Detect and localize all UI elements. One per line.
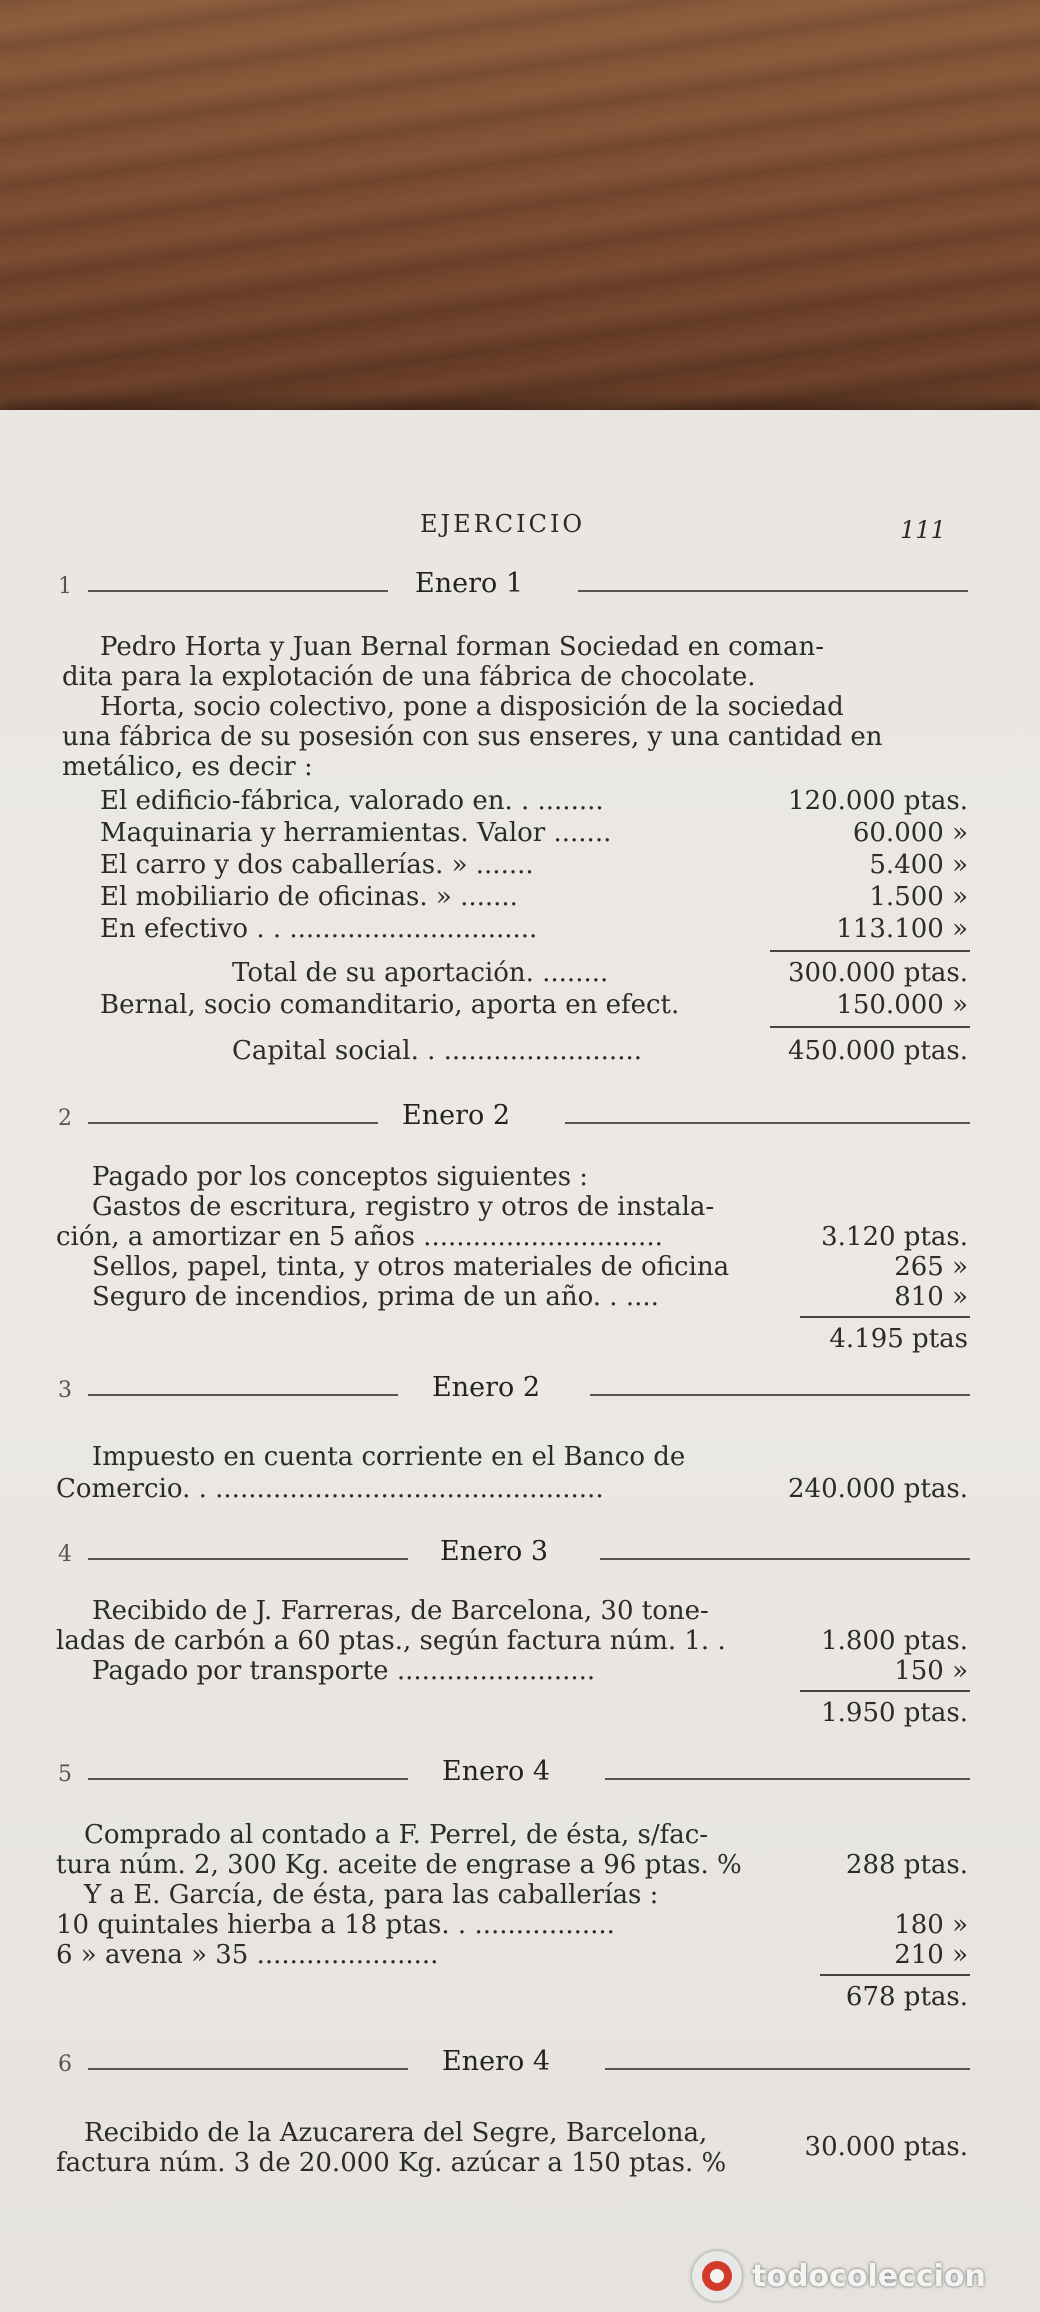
entry-text-line: Gastos de escritura, registro y otros de instala- <box>92 1192 715 1222</box>
entry-text-line: ción, a amortizar en 5 años ............................. <box>56 1222 663 1252</box>
sum-rule <box>770 950 970 952</box>
running-title: EJERCICIO <box>420 510 586 538</box>
separator-line-right <box>565 1122 970 1124</box>
entry-text-line: dita para la explotación de una fábrica de chocolate. <box>62 662 756 692</box>
entry-text-line: Y a E. García, de ésta, para las caballerías : <box>84 1880 659 1910</box>
item-label: Maquinaria y herramientas. Valor ....... <box>100 818 612 848</box>
entry-text-line: Impuesto en cuenta corriente en el Banco de <box>92 1442 686 1472</box>
item-amount: 265 » <box>894 1252 968 1282</box>
capital-label: Capital social. . ........................ <box>232 1036 642 1066</box>
entry-date: Enero 1 <box>415 568 523 599</box>
total-amount: 678 ptas. <box>845 1982 968 2012</box>
entry-text-line: Pagado por transporte ........................ <box>92 1656 596 1686</box>
entry-text-line: tura núm. 2, 300 Kg. aceite de engrase a 96 ptas. % <box>56 1850 742 1880</box>
book-page <box>0 410 1040 2312</box>
item-amount: 113.100 » <box>836 914 968 944</box>
entry-date: Enero 4 <box>442 2046 550 2077</box>
sum-rule <box>770 1026 970 1028</box>
entry-text-line: Recibido de J. Farreras, de Barcelona, 30 tone- <box>92 1596 709 1626</box>
item-amount: 60.000 » <box>852 818 968 848</box>
page-number: 111 <box>900 516 946 544</box>
separator-line-left <box>88 2068 408 2070</box>
entry-text-line: Sellos, papel, tinta, y otros materiales de oficina <box>92 1252 730 1282</box>
item-amount: 288 ptas. <box>845 1850 968 1880</box>
entry-separator-4 <box>0 1536 1040 1576</box>
item-amount: 3.120 ptas. <box>821 1222 968 1252</box>
entry-date: Enero 4 <box>442 1756 550 1787</box>
entry-separator-2 <box>0 1100 1040 1140</box>
entry-text-line: una fábrica de su posesión con sus enseres, y una cantidad en <box>62 722 883 752</box>
entry-number: 4 <box>58 1542 72 1567</box>
entry-text-line: Comercio. . ............................................... <box>56 1474 604 1504</box>
entry-number: 1 <box>58 574 72 599</box>
item-amount: 210 » <box>894 1940 968 1970</box>
entry-text-line: Recibido de la Azucarera del Segre, Barcelona, <box>84 2118 708 2148</box>
total-amount: 300.000 ptas. <box>788 958 968 988</box>
item-amount: 120.000 ptas. <box>788 786 968 816</box>
item-amount: 150 » <box>894 1656 968 1686</box>
entry-date: Enero 2 <box>432 1372 540 1403</box>
entry-text-line: Comprado al contado a F. Perrel, de ésta, s/fac- <box>84 1820 709 1850</box>
separator-line-left <box>88 1394 398 1396</box>
entry-number: 6 <box>58 2052 72 2077</box>
entry-text-line: Pedro Horta y Juan Bernal forman Sociedad en coman- <box>100 632 825 662</box>
watermark-text: todocoleccion <box>752 2258 986 2294</box>
entry-text-line: Seguro de incendios, prima de un año. . .... <box>92 1282 659 1312</box>
item-amount: 5.400 » <box>869 850 968 880</box>
item-amount: 30.000 ptas. <box>804 2132 968 2162</box>
separator-line-right <box>605 2068 970 2070</box>
entry-number: 5 <box>58 1762 72 1787</box>
total-amount: 4.195 ptas <box>829 1324 968 1354</box>
entry-text-line: Pagado por los conceptos siguientes : <box>92 1162 589 1192</box>
entry-number: 3 <box>58 1378 72 1403</box>
item-amount: 240.000 ptas. <box>788 1474 968 1504</box>
capital-amount: 450.000 ptas. <box>788 1036 968 1066</box>
entry-date: Enero 2 <box>402 1100 510 1131</box>
total-label: Total de su aportación. ........ <box>232 958 609 988</box>
entry-separator-3 <box>0 1372 1040 1412</box>
total-amount: 1.950 ptas. <box>821 1698 968 1728</box>
separator-line-left <box>88 590 388 592</box>
item-amount: 810 » <box>894 1282 968 1312</box>
partner-label: Bernal, socio comanditario, aporta en efect. <box>100 990 680 1020</box>
entry-text-line: 6 » avena » 35 ...................... <box>56 1940 439 1970</box>
entry-number: 2 <box>58 1106 72 1131</box>
wooden-table-background <box>0 0 1040 470</box>
separator-line-left <box>88 1122 378 1124</box>
watermark-logo-icon <box>692 2251 742 2301</box>
sum-rule <box>820 1974 970 1976</box>
entry-text-line: 10 quintales hierba a 18 ptas. . ................. <box>56 1910 615 1940</box>
separator-line-right <box>578 590 968 592</box>
entry-separator-6 <box>0 2046 1040 2086</box>
partner-amount: 150.000 » <box>836 990 968 1020</box>
entry-text-line: Horta, socio colectivo, pone a disposición de la sociedad <box>100 692 844 722</box>
item-label: El carro y dos caballerías. » ....... <box>100 850 534 880</box>
entry-text-line: ladas de carbón a 60 ptas., según factura núm. 1. . <box>56 1626 726 1656</box>
item-amount: 1.500 » <box>869 882 968 912</box>
page-header <box>0 510 1040 550</box>
entry-separator-5 <box>0 1756 1040 1796</box>
item-label: El edificio-fábrica, valorado en. . ........ <box>100 786 604 816</box>
entry-text-line: factura núm. 3 de 20.000 Kg. azúcar a 150 ptas. % <box>56 2148 727 2178</box>
separator-line-right <box>590 1394 970 1396</box>
entry-text-line: metálico, es decir : <box>62 752 313 782</box>
watermark <box>692 2246 1032 2306</box>
item-label: El mobiliario de oficinas. » ....... <box>100 882 518 912</box>
separator-line-right <box>600 1558 970 1560</box>
item-amount: 180 » <box>894 1910 968 1940</box>
entry-date: Enero 3 <box>440 1536 548 1567</box>
separator-line-left <box>88 1778 408 1780</box>
item-label: En efectivo . . .............................. <box>100 914 538 944</box>
item-amount: 1.800 ptas. <box>821 1626 968 1656</box>
entry-separator-1 <box>0 568 1040 608</box>
separator-line-right <box>605 1778 970 1780</box>
sum-rule <box>800 1690 970 1692</box>
sum-rule <box>800 1316 970 1318</box>
separator-line-left <box>88 1558 408 1560</box>
